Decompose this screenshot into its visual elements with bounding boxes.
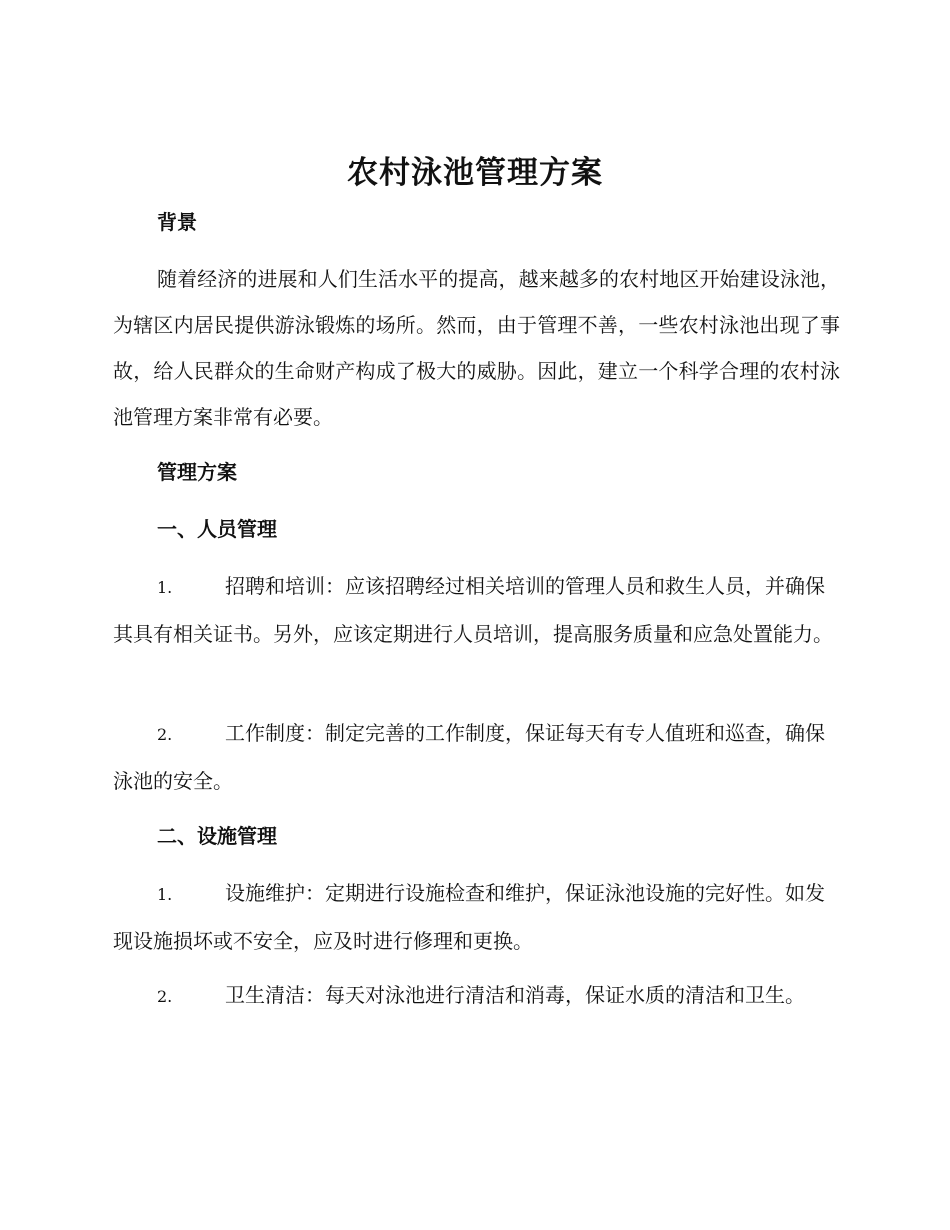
list-item-text: 工作制度：制定完善的工作制度，保证每天有专人值班和巡查，确保泳池的安全。 bbox=[113, 721, 825, 793]
section-heading-background: 背景 bbox=[157, 210, 197, 234]
list-item-text: 招聘和培训：应该招聘经过相关培训的管理人员和救生人员，并确保其具有相关证书。另外，应该定期进行人员培训，提高服务质量和应急处置能力。 bbox=[113, 574, 833, 646]
section-heading-personnel: 一、人员管理 bbox=[157, 517, 277, 541]
list-item-facilities-1 bbox=[113, 870, 840, 964]
list-item-personnel-1 bbox=[113, 563, 840, 657]
list-item-number: 1. bbox=[157, 578, 173, 597]
section-heading-plan: 管理方案 bbox=[157, 460, 237, 484]
list-item-text: 设施维护：定期进行设施检查和维护，保证泳池设施的完好性。如发现设施损坏或不安全，应及时进行修理和更换。 bbox=[113, 881, 825, 953]
list-item-number: 2. bbox=[157, 987, 173, 1006]
list-item-personnel-2 bbox=[113, 710, 840, 804]
background-paragraph: 随着经济的进展和人们生活水平的提高，越来越多的农村地区开始建设泳池，为辖区内居民提供游泳锻炼的场所。然而，由于管理不善，一些农村泳池出现了事故，给人民群众的生命财产构成了极大的威胁。因此，建立一个科学合理的农村泳池管理方案非常有必要。 bbox=[113, 267, 840, 429]
list-item-number: 2. bbox=[157, 725, 173, 744]
list-item-facilities-2 bbox=[113, 972, 840, 1020]
list-item-number: 1. bbox=[157, 885, 173, 904]
document-title: 农村泳池管理方案 bbox=[347, 155, 603, 191]
list-item-text: 卫生清洁：每天对泳池进行清洁和消毒，保证水质的清洁和卫生。 bbox=[225, 983, 805, 1007]
section-heading-facilities: 二、设施管理 bbox=[157, 824, 277, 848]
